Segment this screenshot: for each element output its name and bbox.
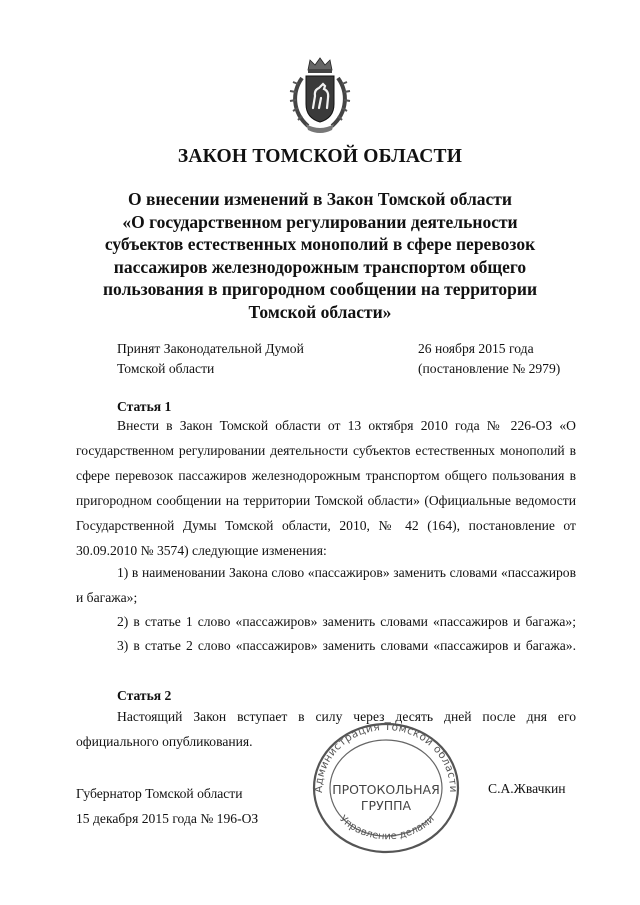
article-1-item-3: 3) в статье 2 слово «пассажиров» заменить словами «пассажиров и багажа». bbox=[117, 638, 576, 653]
article-1-item-2: 2) в статье 1 слово «пассажиров» заменить словами «пассажиров и багажа»; bbox=[117, 614, 576, 629]
adoption-body bbox=[117, 339, 304, 379]
title-line: О внесении изменений в Закон Томской области bbox=[128, 189, 512, 209]
article-2-text: Настоящий Закон вступает в силу через десять дней после дня его официального опубликования. bbox=[76, 709, 576, 749]
adoption-resolution: (постановление № 2979) bbox=[418, 361, 561, 376]
adoption-date bbox=[418, 339, 560, 379]
article-1-intro: Внести в Закон Томской области от 13 октября 2010 года № 226-ОЗ «О государственном регулировании деятельности субъектов естественных монополий в сфере перевозок пассажиров железнодорожным транспортом общего пользования в пригородном сообщении на территории Томской области» (Официальные ведомости Государственной Думы Томской области, 2010, № 42 (164), постановление от 30.09.2010 № 3574) следующие изменения: bbox=[76, 418, 576, 558]
title-line: Томской области» bbox=[248, 301, 392, 322]
document-type: ЗАКОН ТОМСКОЙ ОБЛАСТИ bbox=[177, 146, 463, 167]
article-1-heading: Статья 1 bbox=[117, 399, 172, 414]
law-title bbox=[70, 188, 570, 323]
title-line: «О государственном регулировании деятельности bbox=[122, 211, 518, 232]
adoption-line: Томской области bbox=[117, 361, 215, 376]
official-stamp bbox=[300, 712, 472, 854]
title-line: пассажиров железнодорожным транспортом общего bbox=[113, 256, 527, 277]
law-date-number: 15 декабря 2015 года № 196-ОЗ bbox=[76, 811, 259, 826]
title-line: пользования в пригородном сообщении на территории bbox=[102, 279, 538, 299]
article-2-heading: Статья 2 bbox=[117, 688, 172, 703]
stamp-line-1: ПРОТОКОЛЬНАЯ bbox=[332, 782, 440, 797]
signature-block bbox=[76, 781, 258, 831]
article-1-item-1: 1) в наименовании Закона слово «пассажиров» заменить словами «пассажиров и багажа»; bbox=[76, 565, 576, 605]
adoption-date-text: 26 ноября 2015 года bbox=[418, 341, 534, 356]
tomsk-coat-of-arms-emblem bbox=[288, 56, 352, 134]
adoption-line: Принят Законодательной Думой bbox=[117, 341, 304, 356]
signatory-position: Губернатор Томской области bbox=[76, 786, 243, 801]
signatory-name: С.А.Жвачкин bbox=[488, 781, 566, 796]
stamp-bottom-text: Управление делами bbox=[337, 813, 437, 843]
stamp-line-2: ГРУППА bbox=[360, 798, 412, 813]
stamp-outer-text: Администрация Томской области bbox=[312, 720, 460, 794]
title-line: субъектов естественных монополий в сфере перевозок bbox=[104, 234, 536, 254]
